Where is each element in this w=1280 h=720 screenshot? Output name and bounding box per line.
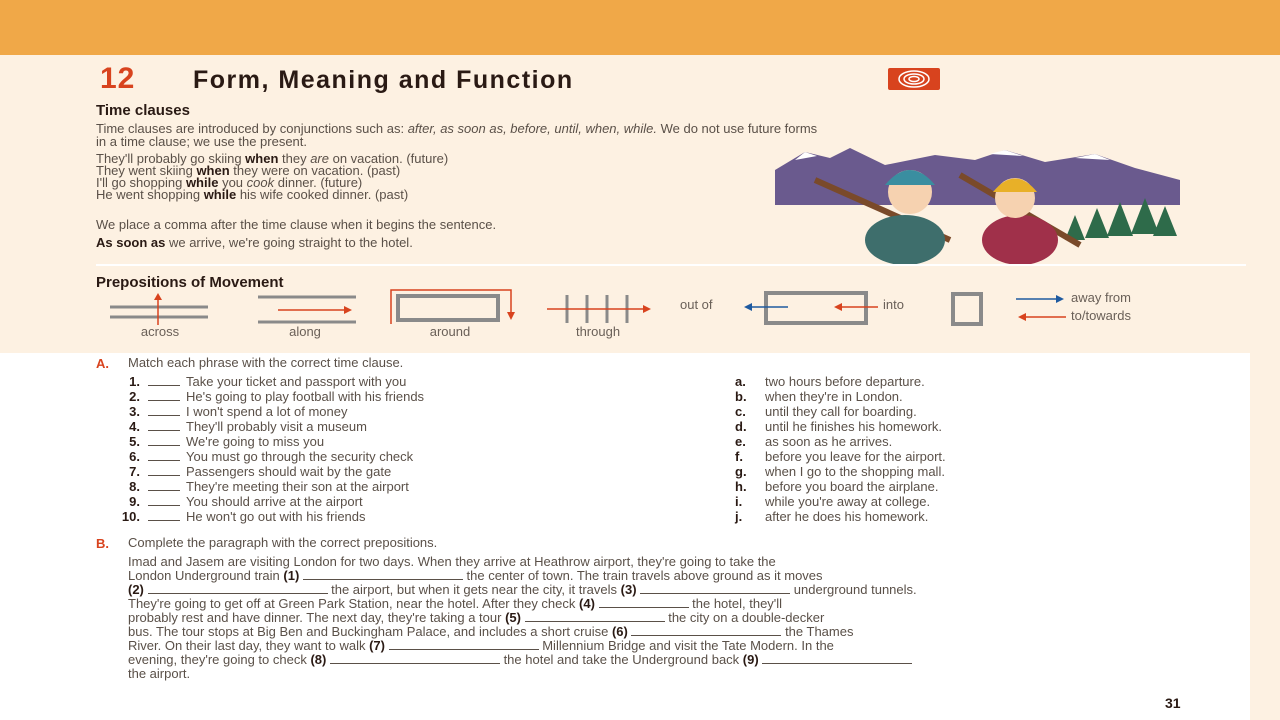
list-item: 3. I won't spend a lot of money	[129, 404, 348, 419]
paragraph-line: the airport.	[128, 666, 191, 681]
paragraph-line: Imad and Jasem are visiting London for two days. When they arrive at Heathrow airport, they're going to take the	[128, 554, 776, 569]
page-title: Form, Meaning and Function	[193, 66, 574, 94]
answer-blank[interactable]	[525, 611, 665, 622]
label-through: through	[575, 324, 621, 339]
prepositions-heading: Prepositions of Movement	[96, 274, 284, 291]
example-sentence: They went skiing when they were on vacation. (past)	[96, 163, 401, 178]
answer-blank[interactable]	[148, 406, 180, 416]
answer-blank[interactable]	[148, 481, 180, 491]
label-along: along	[289, 324, 321, 339]
exercise-a-instruction: Match each phrase with the correct time clause.	[128, 355, 404, 370]
paragraph-line: River. On their last day, they want to walk (7) Millennium Bridge and visit the Tate Modern. In the	[128, 638, 834, 653]
label-to-towards: to/towards	[1071, 308, 1131, 323]
target-box-diagram	[950, 291, 986, 332]
label-around: around	[429, 324, 471, 339]
paragraph-line: (2) the airport, but when it gets near the city, it travels (3) underground tunnels.	[128, 582, 917, 597]
list-item: 4. They'll probably visit a museum	[129, 419, 367, 434]
list-item: h. before you board the airplane.	[735, 479, 939, 494]
unit-number: 12	[100, 62, 136, 95]
answer-blank[interactable]	[330, 653, 500, 664]
paragraph-line: bus. The tour stops at Big Ben and Buckingham Palace, and includes a short cruise (6) the Thames	[128, 624, 854, 639]
list-item: i. while you're away at college.	[735, 494, 931, 509]
answer-blank[interactable]	[389, 639, 539, 650]
answer-blank[interactable]	[148, 511, 180, 521]
list-item: 10. He won't go out with his friends	[121, 509, 366, 524]
comma-example: As soon as we arrive, we're going straight to the hotel.	[96, 235, 413, 250]
answer-blank[interactable]	[148, 436, 180, 446]
list-item: b. when they're in London.	[735, 389, 903, 404]
list-item: 8. They're meeting their son at the airport	[129, 479, 409, 494]
exercise-b-letter: B.	[96, 536, 109, 551]
example-sentence: They'll probably go skiing when they are on vacation. (future)	[96, 151, 449, 166]
time-clauses-intro-2: in a time clause; we use the present.	[96, 134, 308, 149]
time-clauses-intro-1: Time clauses are introduced by conjunctions such as: after, as soon as, before, until, when, while. We do not use future forms	[96, 121, 818, 136]
paragraph-line: They're going to get off at Green Park Station, near the hotel. After they check (4) the hotel, they'll	[128, 596, 783, 611]
answer-blank[interactable]	[148, 466, 180, 476]
list-item: 6. You must go through the security check	[129, 449, 414, 464]
skiers-illustration	[775, 140, 1185, 265]
list-item: 5. We're going to miss you	[129, 434, 325, 449]
out-of-into-diagram	[742, 289, 882, 332]
clause-list	[735, 374, 946, 524]
away-arrow-icon	[1016, 292, 1066, 310]
example-sentence: I'll go shopping while you cook dinner. (future)	[96, 175, 363, 190]
answer-blank[interactable]	[148, 583, 328, 594]
section-divider	[96, 264, 1246, 266]
example-sentence: He went shopping while his wife cooked dinner. (past)	[96, 187, 409, 202]
answer-blank[interactable]	[148, 376, 180, 386]
label-away-from: away from	[1071, 290, 1131, 305]
towards-arrow-icon	[1016, 310, 1066, 328]
label-out-of: out of	[680, 297, 713, 312]
list-item: e. as soon as he arrives.	[735, 434, 893, 449]
answer-blank[interactable]	[148, 391, 180, 401]
list-item: 7. Passengers should wait by the gate	[129, 464, 392, 479]
list-item: f. before you leave for the airport.	[735, 449, 946, 464]
page-number: 31	[1165, 695, 1181, 711]
label-into: into	[883, 297, 904, 312]
list-item: j. after he does his homework.	[735, 509, 929, 524]
list-item: g. when I go to the shopping mall.	[735, 464, 945, 479]
spiral-logo-icon	[888, 68, 940, 90]
page-edge-strip	[1250, 353, 1280, 720]
list-item: 9. You should arrive at the airport	[129, 494, 363, 509]
phrase-list	[118, 374, 424, 524]
answer-blank[interactable]	[640, 583, 790, 594]
exercise-a-letter: A.	[96, 356, 109, 371]
answer-blank[interactable]	[599, 597, 689, 608]
paragraph-line: London Underground train (1) the center of town. The train travels above ground as it moves	[128, 568, 823, 583]
answer-blank[interactable]	[148, 496, 180, 506]
exercise-b-instruction: Complete the paragraph with the correct prepositions.	[128, 535, 438, 550]
time-clauses-heading: Time clauses	[96, 102, 190, 119]
list-item: a. two hours before departure.	[735, 374, 925, 389]
list-item: 2. He's going to play football with his friends	[129, 389, 425, 404]
list-item: d. until he finishes his homework.	[735, 419, 943, 434]
list-item: c. until they call for boarding.	[735, 404, 917, 419]
exercise-b-paragraph	[128, 555, 917, 681]
paragraph-line: probably rest and have dinner. The next day, they're taking a tour (5) the city on a double-decker	[128, 610, 825, 625]
answer-blank[interactable]	[303, 569, 463, 580]
paragraph-line: evening, they're going to check (8) the hotel and take the Underground back (9)	[128, 653, 917, 667]
top-color-band	[0, 0, 1280, 55]
label-across: across	[140, 324, 180, 339]
comma-rule: We place a comma after the time clause when it begins the sentence.	[96, 217, 497, 232]
answer-blank[interactable]	[148, 421, 180, 431]
list-item: 1. Take your ticket and passport with you	[129, 374, 407, 389]
answer-blank[interactable]	[762, 653, 912, 664]
answer-blank[interactable]	[631, 625, 781, 636]
answer-blank[interactable]	[148, 451, 180, 461]
